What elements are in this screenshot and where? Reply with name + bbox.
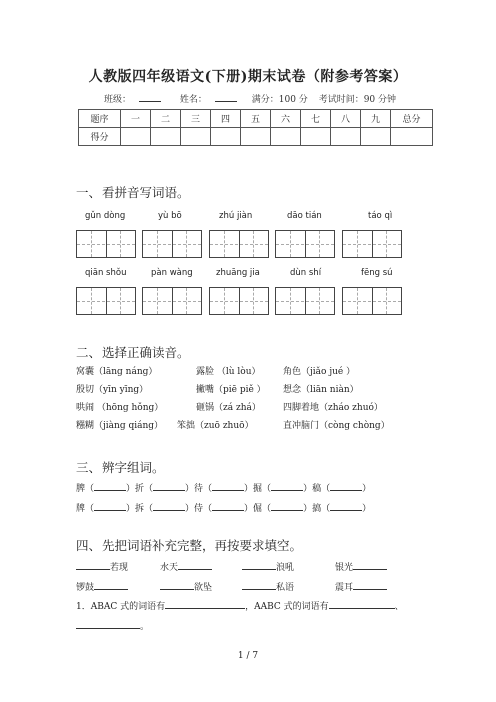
pinyin: táo qì	[368, 211, 393, 221]
compare-row-1	[76, 481, 371, 494]
pinyin: qiān shǒu	[85, 268, 127, 278]
reading-item: 想念（liān niàn）	[283, 385, 359, 395]
section-4-heading	[76, 536, 302, 554]
header-cell: 二	[151, 110, 181, 128]
writing-box[interactable]	[342, 287, 402, 315]
header-cell: 九	[361, 110, 391, 128]
score-cell[interactable]	[271, 128, 301, 146]
section-number: 二、	[76, 345, 102, 360]
header-cell: 总分	[391, 110, 433, 128]
exam-time: 考试时间：90 分钟	[318, 95, 397, 105]
header-cell: 四	[211, 110, 241, 128]
score-cell[interactable]	[331, 128, 361, 146]
answer-blank[interactable]	[165, 600, 245, 609]
answer-blank[interactable]	[212, 502, 244, 511]
exam-info	[0, 92, 496, 105]
writing-box[interactable]	[142, 287, 202, 315]
reading-item: 哄闹 （hōng hǒng）	[76, 403, 164, 413]
question-text: 。	[140, 622, 150, 632]
class-label: 班级：	[103, 95, 131, 105]
reading-item: 笨拙（zuō zhuō）	[177, 421, 254, 431]
char-prompt: ）折（	[126, 484, 154, 494]
idiom-part: 震耳	[335, 583, 354, 593]
score-cell[interactable]	[211, 128, 241, 146]
idiom-part: 水天	[160, 563, 179, 573]
writing-box[interactable]	[76, 230, 136, 258]
pinyin: zhuāng jia	[216, 268, 260, 278]
char-prompt: 牌（	[76, 504, 95, 514]
name-blank	[215, 93, 237, 102]
header-cell: 五	[241, 110, 271, 128]
char-prompt: ）	[362, 484, 372, 494]
header-cell: 七	[301, 110, 331, 128]
answer-blank[interactable]	[153, 482, 185, 491]
page-number: 1 / 7	[237, 651, 259, 661]
pinyin: yù bō	[158, 211, 182, 221]
writing-box[interactable]	[209, 287, 269, 315]
writing-box[interactable]	[275, 287, 335, 315]
pinyin: dùn shí	[290, 268, 322, 278]
compare-row-2	[76, 501, 371, 514]
score-row	[79, 128, 433, 146]
reading-item: 角色（jiǎo jué ）	[283, 367, 356, 377]
section-number: 三、	[76, 460, 102, 475]
idiom-item	[335, 580, 387, 593]
answer-blank[interactable]	[329, 600, 395, 609]
score-cell[interactable]	[301, 128, 331, 146]
answer-blank[interactable]	[330, 482, 362, 491]
score-cell[interactable]	[241, 128, 271, 146]
page-title: 人教版四年级语文(下册)期末试卷（附参考答案）	[88, 69, 408, 85]
reading-item: 直冲脑门（còng chòng）	[283, 421, 390, 431]
section-title: 先把词语补充完整，再按要求填空。	[102, 538, 303, 553]
section-1-heading	[76, 183, 190, 201]
section-number: 四、	[76, 538, 102, 553]
reading-item: 露脸 （lù lòu）	[196, 367, 261, 377]
score-table	[78, 109, 433, 146]
header-cell: 一	[121, 110, 151, 128]
idiom-row-1	[76, 560, 128, 573]
answer-blank[interactable]	[94, 581, 128, 590]
score-cell[interactable]	[181, 128, 211, 146]
answer-blank[interactable]	[330, 502, 362, 511]
section-title: 选择正确读音。	[102, 345, 190, 360]
answer-blank[interactable]	[178, 561, 212, 570]
idiom-item	[242, 560, 294, 573]
char-prompt: ）掘（	[244, 484, 272, 494]
char-prompt: ）拆（	[126, 504, 154, 514]
score-cell[interactable]	[361, 128, 391, 146]
pinyin: pàn wàng	[151, 268, 193, 278]
idiom-item	[335, 560, 387, 573]
header-cell: 题序	[79, 110, 121, 128]
char-prompt: ）侍（	[185, 504, 213, 514]
score-cell[interactable]	[121, 128, 151, 146]
reading-item: 窝囊（lāng náng）	[76, 367, 158, 377]
answer-blank[interactable]	[353, 561, 387, 570]
writing-box[interactable]	[76, 287, 136, 315]
question-1	[76, 599, 404, 612]
idiom-part: 欲坠	[194, 583, 213, 593]
question-1-cont	[76, 619, 149, 632]
idiom-item	[160, 560, 212, 573]
idiom-item	[160, 580, 212, 593]
reading-item: 四脚着地（zháo zhuó）	[283, 403, 383, 413]
char-prompt: ）	[362, 504, 372, 514]
name-label: 姓名：	[179, 95, 207, 105]
answer-blank[interactable]	[212, 482, 244, 491]
section-2-heading	[76, 343, 190, 361]
answer-blank[interactable]	[353, 581, 387, 590]
question-text: 1．ABAC 式的词语有	[76, 602, 166, 612]
writing-box[interactable]	[209, 230, 269, 258]
idiom-row-2	[76, 580, 128, 593]
section-title: 看拼音写词语。	[102, 185, 190, 200]
header-cell: 三	[181, 110, 211, 128]
idiom-item	[242, 580, 294, 593]
writing-box[interactable]	[342, 230, 402, 258]
question-text: ，AABC 式的词语有	[245, 602, 329, 612]
score-header-row	[79, 110, 433, 128]
question-text: 、	[394, 602, 404, 612]
header-cell: 八	[331, 110, 361, 128]
section-3-heading	[76, 458, 165, 476]
char-prompt: ）搞（	[303, 504, 331, 514]
answer-blank[interactable]	[242, 581, 276, 590]
full-marks: 满分：100 分	[251, 95, 308, 105]
answer-blank[interactable]	[94, 502, 126, 511]
idiom-part: 若现	[110, 563, 129, 573]
pinyin: gǔn dòng	[85, 211, 126, 221]
answer-blank[interactable]	[94, 482, 126, 491]
answer-blank[interactable]	[242, 561, 276, 570]
writing-box[interactable]	[142, 230, 202, 258]
score-row-label: 得分	[79, 128, 121, 146]
answer-blank[interactable]	[153, 502, 185, 511]
reading-item: 砸锅（zá zhá）	[196, 403, 261, 413]
section-number: 一、	[76, 185, 102, 200]
reading-item: 糨糊（jiàng qiáng）	[76, 421, 164, 431]
char-prompt: 脾（	[76, 484, 95, 494]
class-blank	[139, 93, 161, 102]
idiom-part: 锣鼓	[76, 583, 95, 593]
reading-item: 撇嘴（piē piě ）	[196, 385, 266, 395]
score-cell[interactable]	[151, 128, 181, 146]
answer-blank[interactable]	[271, 482, 303, 491]
char-prompt: ）稿（	[303, 484, 331, 494]
score-cell[interactable]	[391, 128, 433, 146]
idiom-part: 银光	[335, 563, 354, 573]
pinyin: dāo tián	[287, 211, 322, 221]
header-cell: 六	[271, 110, 301, 128]
writing-box[interactable]	[275, 230, 335, 258]
char-prompt: ）待（	[185, 484, 213, 494]
pinyin: fēng sú	[361, 268, 393, 278]
answer-blank[interactable]	[76, 620, 140, 629]
answer-blank[interactable]	[271, 502, 303, 511]
idiom-part: 浪吼	[276, 563, 295, 573]
answer-blank[interactable]	[160, 581, 194, 590]
section-title: 辨字组词。	[102, 460, 165, 475]
idiom-part: 私语	[276, 583, 295, 593]
pinyin: zhú jiàn	[219, 211, 253, 221]
reading-item: 殷切（yīn yīng）	[76, 385, 149, 395]
answer-blank[interactable]	[76, 561, 110, 570]
char-prompt: ）倔（	[244, 504, 272, 514]
